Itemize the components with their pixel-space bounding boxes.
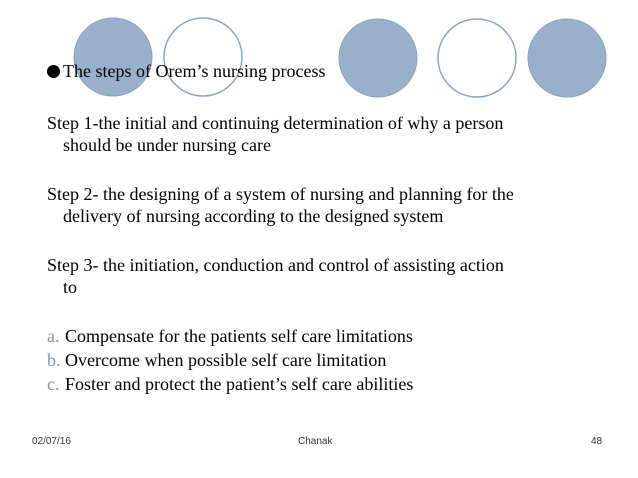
step-3-line2: to [63, 277, 78, 297]
list-letter: b. [47, 350, 61, 370]
list-letter: c. [47, 374, 60, 394]
bullet-icon [47, 65, 60, 78]
footer-date: 02/07/16 [32, 436, 71, 447]
footer-author: Chanak [298, 436, 333, 447]
list-item-text: Overcome when possible self care limitation [65, 350, 387, 370]
outline-circle-2 [438, 19, 516, 97]
step-1 [47, 112, 600, 156]
step-2 [47, 183, 600, 227]
list-item-a [47, 325, 413, 347]
step-2-line1: Step 2- the designing of a system of nursing and planning for the [47, 184, 514, 204]
step-2-line2: delivery of nursing according to the designed system [63, 206, 444, 226]
step-3-line1: Step 3- the initiation, conduction and control of assisting action [47, 255, 504, 275]
list-item-text: Foster and protect the patient’s self care abilities [65, 374, 414, 394]
step-1-line1: Step 1-the initial and continuing determination of why a person [47, 113, 504, 133]
filled-circle-2 [339, 19, 417, 97]
decorative-circles [0, 0, 638, 110]
filled-circle-3 [528, 19, 606, 97]
filled-circle-1 [74, 18, 152, 96]
outline-circle-1 [164, 18, 242, 96]
step-3 [47, 254, 600, 298]
footer-page-number: 48 [591, 436, 603, 447]
list-item-text: Compensate for the patients self care limitations [65, 326, 413, 346]
list-item-b [47, 349, 386, 371]
slide-title: The steps of Orem’s nursing process [63, 61, 326, 81]
list-letter: a. [47, 326, 60, 346]
list-item-c [47, 373, 413, 395]
step-1-line2: should be under nursing care [63, 135, 271, 155]
slide-title-bullet [47, 60, 325, 82]
